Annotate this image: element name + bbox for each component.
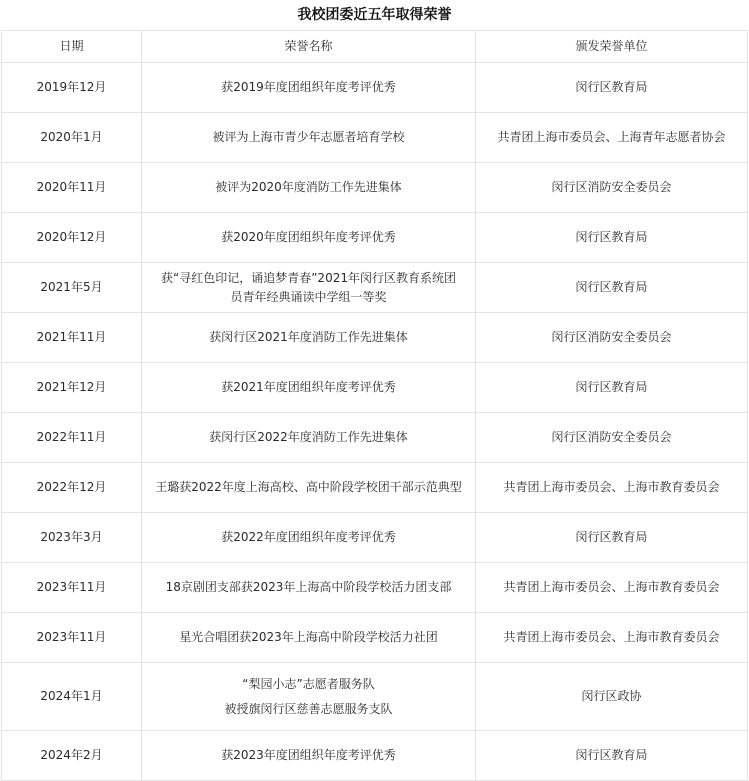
table-row xyxy=(2,163,748,213)
issuer-cell: 闵行区教育局 xyxy=(476,63,748,113)
honor-cell: 星光合唱团获2023年上海高中阶段学校活力社团 xyxy=(142,613,476,663)
issuer-cell: 闵行区消防安全委员会 xyxy=(476,163,748,213)
date-cell: 2019年12月 xyxy=(2,63,142,113)
honor-cell xyxy=(142,663,476,731)
date-cell: 2023年11月 xyxy=(2,563,142,613)
column-header-issuer: 颁发荣誉单位 xyxy=(476,31,748,63)
table-row xyxy=(2,263,748,313)
column-header-date: 日期 xyxy=(2,31,142,63)
date-cell: 2021年5月 xyxy=(2,263,142,313)
honor-line: 被授旗闵行区慈善志愿服务支队 xyxy=(224,701,393,716)
table-row xyxy=(2,213,748,263)
table-row xyxy=(2,313,748,363)
honor-cell: 18京剧团支部获2023年上海高中阶段学校活力团支部 xyxy=(142,563,476,613)
table-row xyxy=(2,63,748,113)
honor-line: 员青年经典诵读中学组一等奖 xyxy=(230,289,387,304)
date-cell: 2024年2月 xyxy=(2,731,142,781)
table-row xyxy=(2,463,748,513)
issuer-cell: 闵行区教育局 xyxy=(476,263,748,313)
honor-line: “梨园小志”志愿者服务队 xyxy=(242,676,375,691)
issuer-cell: 共青团上海市委员会、上海市教育委员会 xyxy=(476,613,748,663)
date-cell: 2022年12月 xyxy=(2,463,142,513)
honor-cell xyxy=(142,263,476,313)
page-title: 我校团委近五年取得荣誉 xyxy=(297,7,452,23)
date-cell: 2021年12月 xyxy=(2,363,142,413)
issuer-cell: 闵行区教育局 xyxy=(476,213,748,263)
honor-cell: 获闵行区2021年度消防工作先进集体 xyxy=(142,313,476,363)
issuer-cell: 闵行区教育局 xyxy=(476,513,748,563)
issuer-cell: 共青团上海市委员会、上海青年志愿者协会 xyxy=(476,113,748,163)
issuer-cell: 闵行区消防安全委员会 xyxy=(476,313,748,363)
date-cell: 2020年11月 xyxy=(2,163,142,213)
table-row xyxy=(2,113,748,163)
date-cell: 2020年12月 xyxy=(2,213,142,263)
issuer-cell: 共青团上海市委员会、上海市教育委员会 xyxy=(476,563,748,613)
honor-cell: 获2023年度团组织年度考评优秀 xyxy=(142,731,476,781)
table-row xyxy=(2,613,748,663)
table-row xyxy=(2,513,748,563)
honor-cell: 获2020年度团组织年度考评优秀 xyxy=(142,213,476,263)
date-cell: 2024年1月 xyxy=(2,663,142,731)
honor-cell: 被评为2020年度消防工作先进集体 xyxy=(142,163,476,213)
date-cell: 2023年11月 xyxy=(2,613,142,663)
date-cell: 2023年3月 xyxy=(2,513,142,563)
table-row xyxy=(2,363,748,413)
honor-cell: 获2022年度团组织年度考评优秀 xyxy=(142,513,476,563)
honors-table xyxy=(1,30,748,781)
issuer-cell: 闵行区教育局 xyxy=(476,731,748,781)
issuer-cell: 闵行区教育局 xyxy=(476,363,748,413)
date-cell: 2021年11月 xyxy=(2,313,142,363)
date-cell: 2022年11月 xyxy=(2,413,142,463)
issuer-cell: 闵行区政协 xyxy=(476,663,748,731)
table-row xyxy=(2,413,748,463)
honor-cell: 获闵行区2022年度消防工作先进集体 xyxy=(142,413,476,463)
honor-cell: 王璐获2022年度上海高校、高中阶段学校团干部示范典型 xyxy=(142,463,476,513)
table-header-row xyxy=(2,31,748,63)
honor-cell: 获2019年度团组织年度考评优秀 xyxy=(142,63,476,113)
honor-cell: 被评为上海市青少年志愿者培育学校 xyxy=(142,113,476,163)
table-row xyxy=(2,731,748,781)
date-cell: 2020年1月 xyxy=(2,113,142,163)
honor-line: 获“寻红色印记，诵追梦青春”2021年闵行区教育系统团 xyxy=(161,270,456,285)
issuer-cell: 闵行区消防安全委员会 xyxy=(476,413,748,463)
table-row xyxy=(2,563,748,613)
honor-cell: 获2021年度团组织年度考评优秀 xyxy=(142,363,476,413)
column-header-honor: 荣誉名称 xyxy=(142,31,476,63)
issuer-cell: 共青团上海市委员会、上海市教育委员会 xyxy=(476,463,748,513)
table-row xyxy=(2,663,748,731)
